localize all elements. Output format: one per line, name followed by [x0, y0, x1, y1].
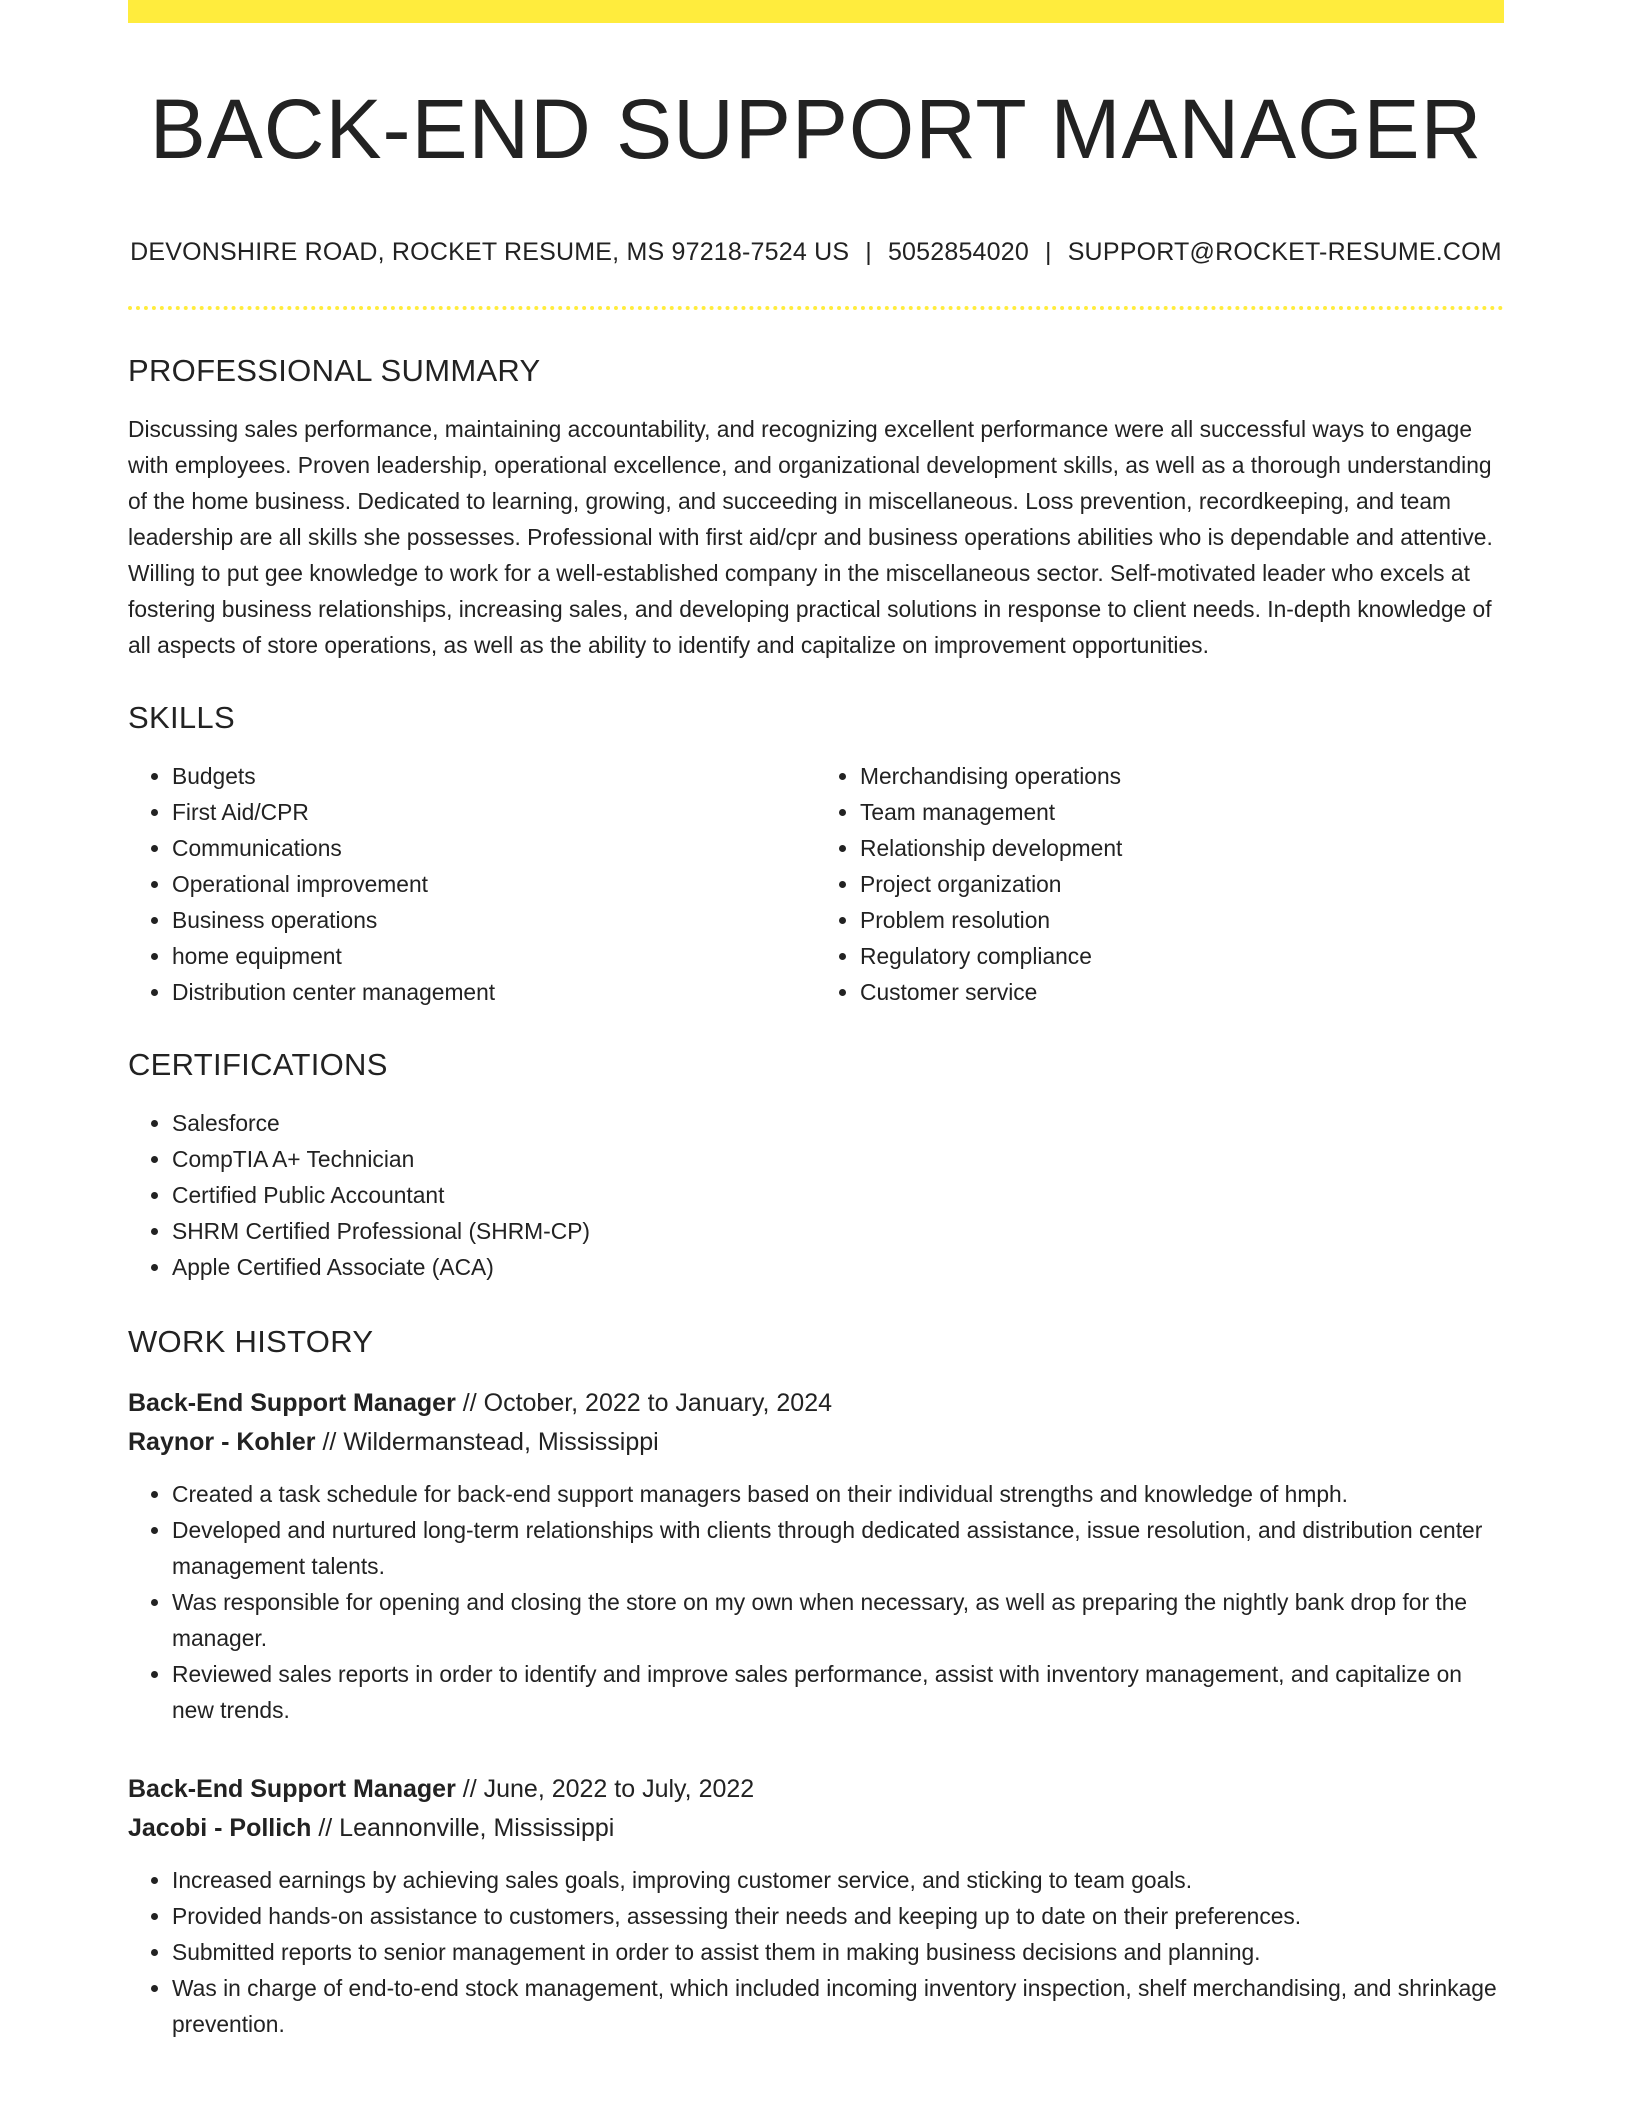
- skills-heading: SKILLS: [128, 700, 235, 736]
- job-dates: // October, 2022 to January, 2024: [462, 1388, 833, 1417]
- job-duties: [128, 1862, 1504, 2042]
- skills-columns: [128, 758, 1504, 1010]
- resume-page: [128, 0, 1504, 2042]
- job-location: // Wildermanstead, Mississippi: [322, 1427, 659, 1456]
- certification-item: • SHRM Certified Professional (SHRM-CP): [172, 1213, 1504, 1249]
- job-duty-item: • Developed and nurtured long-term relationships with clients through dedicated assistance, issue resolution, and distribution center management talents.: [172, 1512, 1504, 1584]
- skill-item: • Merchandising operations: [860, 758, 1504, 794]
- contact-email[interactable]: SUPPORT@ROCKET-RESUME.COM: [1067, 238, 1502, 267]
- certification-item: • CompTIA A+ Technician: [172, 1141, 1504, 1177]
- skill-item: • Customer service: [860, 974, 1504, 1010]
- skill-item: • Operational improvement: [172, 866, 816, 902]
- skills-column-left: [128, 758, 816, 1010]
- skill-item: • home equipment: [172, 938, 816, 974]
- job-title-line: [128, 1384, 1504, 1423]
- skill-item: • Business operations: [172, 902, 816, 938]
- contact-separator: |: [1044, 238, 1052, 267]
- skill-item: • Relationship development: [860, 830, 1504, 866]
- skills-column-right: [816, 758, 1504, 1010]
- job-duty-item: • Reviewed sales reports in order to identify and improve sales performance, assist with inventory management, and capitalize on new trends.: [172, 1656, 1504, 1728]
- skill-item: • Communications: [172, 830, 816, 866]
- job-title-line: [128, 1770, 1504, 1809]
- contact-line: [128, 237, 1504, 267]
- contact-address: DEVONSHIRE ROAD, ROCKET RESUME, MS 97218-7524 US: [130, 238, 850, 267]
- certifications-list: [128, 1105, 1504, 1285]
- job-duty-item: • Created a task schedule for back-end support managers based on their individual strengths and knowledge of hmph.: [172, 1476, 1504, 1512]
- job-company: Raynor - Kohler: [128, 1427, 316, 1456]
- job-duties: [128, 1476, 1504, 1728]
- job-entry: [128, 1384, 1504, 1728]
- contact-phone[interactable]: 5052854020: [887, 238, 1029, 267]
- work-history-heading: WORK HISTORY: [128, 1324, 374, 1360]
- skill-item: • Distribution center management: [172, 974, 816, 1010]
- skill-item: • Problem resolution: [860, 902, 1504, 938]
- dotted-divider: [128, 306, 1504, 310]
- certification-item: • Certified Public Accountant: [172, 1177, 1504, 1213]
- skill-item: • Team management: [860, 794, 1504, 830]
- job-title: Back-End Support Manager: [128, 1774, 456, 1803]
- skill-item: • Budgets: [172, 758, 816, 794]
- job-duty-item: • Was responsible for opening and closing the store on my own when necessary, as well as preparing the nightly bank drop for the manager.: [172, 1584, 1504, 1656]
- job-company-line: [128, 1809, 1504, 1848]
- job-duty-item: • Provided hands-on assistance to customers, assessing their needs and keeping up to date on their preferences.: [172, 1898, 1504, 1934]
- resume-title: BACK-END SUPPORT MANAGER: [149, 82, 1483, 176]
- job-duty-item: • Submitted reports to senior management in order to assist them in making business decisions and planning.: [172, 1934, 1504, 1970]
- job-location: // Leannonville, Mississippi: [318, 1813, 615, 1842]
- job-duty-item: • Was in charge of end-to-end stock management, which included incoming inventory inspection, shelf merchandising, and shrinkage prevention.: [172, 1970, 1504, 2042]
- job-company-line: [128, 1423, 1504, 1462]
- skill-item: • First Aid/CPR: [172, 794, 816, 830]
- certifications-heading: CERTIFICATIONS: [128, 1047, 388, 1083]
- job-title: Back-End Support Manager: [128, 1388, 456, 1417]
- contact-separator: |: [865, 238, 872, 267]
- summary-text: Discussing sales performance, maintaining accountability, and recognizing excellent performance were all successful ways to engage with employees. Proven leadership, operational excellence, and organizational development skills, as well as a thorough understanding of the home business. Dedicated to learning, growing, and succeeding in miscellaneous. Loss prevention, recordkeeping, and team leadership are all skills she possesses. Professional with first aid/cpr and business operations abilities who is dependable and attentive. Willing to put gee knowledge to work for a well-established company in the miscellaneous sector. Self-motivated leader who excels at fostering business relationships, increasing sales, and developing practical solutions in response to client needs. In-depth knowledge of all aspects of store operations, as well as the ability to identify and capitalize on improvement opportunities.: [128, 416, 1493, 659]
- job-duty-item: • Increased earnings by achieving sales goals, improving customer service, and sticking to team goals.: [172, 1862, 1504, 1898]
- job-company: Jacobi - Pollich: [128, 1813, 312, 1842]
- summary-heading: PROFESSIONAL SUMMARY: [128, 353, 541, 389]
- accent-bar: [128, 0, 1504, 23]
- certification-item: • Salesforce: [172, 1105, 1504, 1141]
- skill-item: • Regulatory compliance: [860, 938, 1504, 974]
- job-entry: [128, 1770, 1504, 2042]
- certification-item: • Apple Certified Associate (ACA): [172, 1249, 1504, 1285]
- job-dates: // June, 2022 to July, 2022: [462, 1774, 755, 1803]
- skill-item: • Project organization: [860, 866, 1504, 902]
